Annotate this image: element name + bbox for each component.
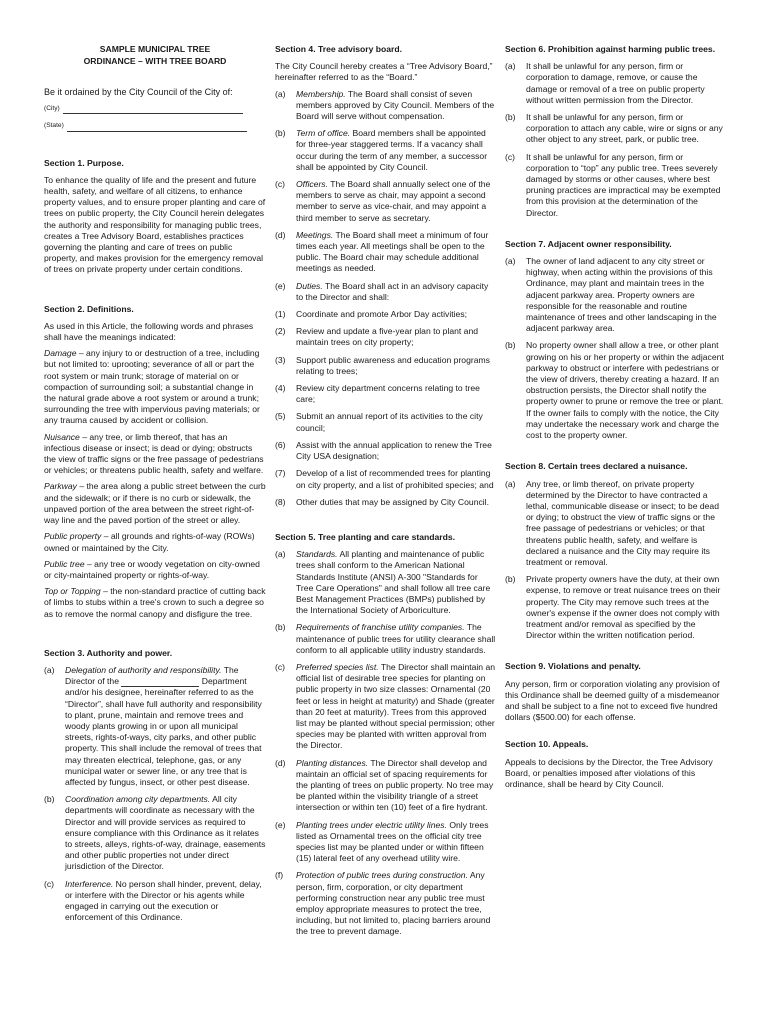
item-text <box>296 230 497 275</box>
item-text <box>296 128 497 173</box>
duty-item <box>275 497 497 508</box>
item-text <box>296 820 497 865</box>
item-body: All city departments will coordinate as necessary with the Director and will provide services as required to ensure compliance with this Ordinance as it relates to streets, alleys, rights-of-way, drainage, easements and other public properties not under direct jurisdiction of the Director. <box>65 794 266 872</box>
item-text <box>296 89 497 123</box>
duty-label: (3) <box>275 354 286 365</box>
item-title: Duties. <box>296 280 323 291</box>
section-8-heading: Section 8. Certain trees declared a nuisance. <box>505 461 688 472</box>
section-1-heading: Section 1. Purpose. <box>44 157 124 168</box>
item-body: The Board shall consist of seven members approved by City Council. Members of the Board will serve without compensation. <box>296 88 495 122</box>
title-line-1: SAMPLE MUNICIPAL TREE <box>99 44 211 54</box>
section-8 <box>505 461 727 641</box>
section-7-heading: Section 7. Adjacent owner responsibility. <box>505 238 672 249</box>
item-text <box>296 870 497 937</box>
section-3-item-a <box>44 665 266 788</box>
section-6 <box>505 44 727 219</box>
duty-text: Coordinate and promote Arbor Day activities; <box>296 309 468 320</box>
duty-item <box>275 440 497 462</box>
section-4-heading: Section 4. Tree advisory board. <box>275 44 403 54</box>
section-4-item-c <box>275 179 497 224</box>
section-5-item-b <box>275 622 497 656</box>
section-1-body: To enhance the quality of life and the present and future health, safety, and welfare of all citizens, to enhance property values, and to ensure proper planting and care of trees on public property, the City Council herein delegates the authority and responsibility for managing public trees, creates a Tree Advisory Board, establishes practices governing the planting and care of trees on public property, and makes provision for the emergency removal of trees on private property under certain conditions. <box>44 174 266 275</box>
section-3-heading: Section 3. Authority and power. <box>44 647 173 658</box>
item-label: (b) <box>505 112 516 123</box>
item-title: Officers. <box>296 179 328 190</box>
section-7-item-b <box>505 340 727 441</box>
item-body: The maintenance of public trees for utility clearance shall conform to all applicable utility industry standards. <box>296 622 496 655</box>
definition-text: – all grounds and rights-of-way (ROWs) owned or maintained by the City. <box>44 531 255 553</box>
section-10 <box>505 739 727 790</box>
section-4-item-d <box>275 230 497 275</box>
section-10-heading: Section 10. Appeals. <box>505 739 589 750</box>
item-label: (b) <box>275 128 286 139</box>
definition-term: Parkway <box>44 481 77 492</box>
duty-text: Other duties that may be assigned by City Council. <box>296 496 489 507</box>
section-7-item-a <box>505 256 727 334</box>
section-6-item-b <box>505 112 727 146</box>
duty-label: (6) <box>275 439 286 450</box>
duty-text: Develop of a list of recommended trees for planting on city property, and a list of prohibited species; and <box>296 468 494 490</box>
section-2-heading: Section 2. Definitions. <box>44 303 134 314</box>
item-text: It shall be unlawful for any person, firm or corporation to damage, remove, or cause the damage or removal of a tree on public property without written permission from the Director. <box>526 61 705 105</box>
section-5-heading: Section 5. Tree planting and care standards. <box>275 531 456 542</box>
section-4-item-a <box>275 89 497 123</box>
item-text: It shall be unlawful for any person, firm or corporation to “top” any public tree. Trees severely damaged by storms or other causes, where best pruning practices are impractical may be exempted from this provision at the determination of the Director. <box>526 151 721 218</box>
section-3-item-b <box>44 794 266 872</box>
item-body: The Board shall annually select one of the members to serve as chair, may appoint a second member to serve as vice-chair, and may appoint a third member to serve as secretary. <box>296 179 491 223</box>
item-label: (d) <box>275 229 286 240</box>
item-label: (c) <box>505 151 516 162</box>
item-label: (d) <box>275 757 286 768</box>
item-body: No person shall hinder, prevent, delay, or interfere with the Director or his agents while engaged in carrying out the execution or enforcement of this Ordinance. <box>65 878 262 923</box>
definition-parkway <box>44 481 266 526</box>
item-body: Only trees listed as Ornamental trees on the official city tree species list may be planted under or within fifteen (15) lateral feet of any overhead utility wire. <box>296 819 489 864</box>
state-line <box>44 120 266 131</box>
definition-text: – any tree, or limb thereof, that has an infectious disease or insect; is dead or dying; obstructs the view of traffic signs or the free passage of pedestrians or vehicles; or threatens public health, safety and welfare. <box>44 431 264 476</box>
item-text: It shall be unlawful for any person, firm or corporation to attach any cable, wire or signs or any other object to any street, park, or public tree. <box>526 112 723 145</box>
duty-text: Assist with the annual application to renew the Tree City USA designation; <box>296 439 492 462</box>
definition-text: – any injury to or destruction of a tree, including but not limited to: uprooting; severance of all or part the root system or main trunk; storage of material on or compaction of surrounding soil; a substantial change in the natural grade above a root system or around a trunk; surrounding the tree with impervious paving materials; or any trauma caused by accident or collision. <box>44 348 260 426</box>
section-8-item-b <box>505 574 727 641</box>
definition-text: – the area along a public street between the curb and the sidewalk; or if there is no curb or sidewalk, the unpaved portion of the area between the street right-of-way line and the paved portion of the street or alley. <box>44 481 266 526</box>
item-text <box>296 281 497 303</box>
item-label: (f) <box>275 870 284 881</box>
item-text: The owner of land adjacent to any city street or highway, when acting within the provisions of this Ordinance, may plant and maintain trees in the adjacent parkway area. Property owners are responsible for the reasonable and routine maintenance of trees and other landscaping in the adjacent parkway area. <box>526 256 717 334</box>
item-label: (a) <box>275 549 286 560</box>
item-text <box>296 179 497 224</box>
section-3 <box>44 648 266 924</box>
section-5 <box>275 532 497 938</box>
item-label: (b) <box>505 574 516 585</box>
item-title: Interference. <box>65 878 114 889</box>
section-9-body: Any person, firm or corporation violating any provision of this Ordinance shall be deemed guilty of a misdemeanor and shall be subject to a fine not to exceed five hundred dollars ($500.00) for each offense. <box>505 678 720 723</box>
section-4-item-b <box>275 128 497 173</box>
item-title: Preferred species list. <box>296 661 379 672</box>
section-4-item-e <box>275 281 497 303</box>
item-body: The Board shall meet a minimum of four times each year. All meetings shall be open to the public. The Board chair may schedule additional meetings as needed. <box>296 229 489 274</box>
item-text <box>296 758 497 814</box>
item-label: (b) <box>505 340 516 351</box>
definition-term: Public tree <box>44 558 85 569</box>
definition-public-property <box>44 531 266 553</box>
section-5-item-a <box>275 549 497 616</box>
item-text <box>296 622 497 656</box>
city-blank <box>63 106 243 114</box>
duty-label: (1) <box>275 309 286 320</box>
item-label: (c) <box>275 661 286 672</box>
section-5-item-c <box>275 662 497 752</box>
definition-text: – any tree or woody vegetation on city-owned or city-maintained property or rights-of-way. <box>44 558 260 580</box>
section-6-item-c <box>505 152 727 219</box>
item-body: The Director shall develop and maintain an official set of spacing requirements for the planting of trees on public property. No tree may be planted within the visibility triangle of a street intersection or within ten (10) feet of a fire hydrant. <box>296 757 494 813</box>
definition-damage <box>44 348 266 426</box>
item-title: Term of office. <box>296 128 351 139</box>
item-body: Any person, firm, corporation, or city department performing construction near any public tree must employ appropriate measures to protect the tree, including, but not limited to, placing barriers around the tree to prevent damage. <box>296 870 491 937</box>
definition-term: Damage <box>44 348 77 359</box>
column-right <box>505 44 727 810</box>
section-7 <box>505 239 727 441</box>
section-3-item-c <box>44 879 266 924</box>
duty-item <box>275 383 497 405</box>
state-label: (State) <box>44 122 64 130</box>
item-body: The Board shall act in an advisory capacity to the Director and shall: <box>296 280 489 302</box>
item-title: Planting distances. <box>296 757 369 768</box>
section-1 <box>44 158 266 276</box>
section-9-heading: Section 9. Violations and penalty. <box>505 661 641 672</box>
item-label: (a) <box>505 256 516 267</box>
column-middle <box>275 44 497 958</box>
item-body: All planting and maintenance of public trees shall conform to the American National Standards Institute (ANSI) A-300 "Standards for Tree Care Operations" and shall follow all tree care Best Management Practices (BMPs) published by the International Society of Arboriculture. <box>296 549 491 616</box>
item-text <box>65 794 266 872</box>
item-title: Planting trees under electric utility lines. <box>296 819 447 830</box>
duty-text: Support public awareness and education programs relating to trees; <box>296 354 490 376</box>
be-it-ordained: Be it ordained by the City Council of the City of: <box>44 87 233 97</box>
definition-nuisance <box>44 432 266 477</box>
item-text: No property owner shall allow a tree, or other plant growing on his or her property or within the adjacent parkway to obstruct or interfere with pedestrians or the view of drivers, thereby creating a hazard. If an obstruction persists, the Director shall notify the property owner to prune or remove the tree or plant. If the owner fails to comply with the notice, the City may undertake the necessary work and charge the cost to the property owner. <box>526 340 724 441</box>
item-post: Department and/or his designee, hereinafter referred to as the “Director”, shall have full authority and responsibility to plant, prune, maintain and remove trees and woody plants growing in or upon all municipal streets, rights-of-ways, city parks, and other public property. This shall include the removal of trees that may threaten electrical, telephone, gas, or any municipal water or sewer line, or any tree that is affected by fungus, insect, or other pest disease. <box>65 676 262 787</box>
section-6-item-a <box>505 61 727 106</box>
item-title: Meetings. <box>296 229 334 240</box>
item-label: (b) <box>275 622 286 633</box>
duty-item <box>275 411 497 433</box>
section-5-item-d <box>275 758 497 814</box>
column-left <box>44 44 266 943</box>
department-blank <box>121 678 199 687</box>
city-label: (City) <box>44 105 60 113</box>
duty-label: (4) <box>275 383 286 394</box>
item-title: Delegation of authority and responsibility. <box>65 664 222 675</box>
item-text <box>296 662 497 752</box>
item-label: (a) <box>505 61 516 72</box>
item-label: (b) <box>44 794 55 805</box>
duty-label: (7) <box>275 468 286 479</box>
document-title <box>44 44 266 67</box>
item-label: (e) <box>275 819 286 830</box>
item-title: Membership. <box>296 88 346 99</box>
item-text: Any tree, or limb thereof, on private property determined by the Director to have contracted a lethal, communicable disease or insect; to be dead or dying; to obstruct the view of traffic signs or the free passage of pedestrians or vehicles; or that threatens public health, safety, and welfare is declared a nuisance and the City may require its treatment or removal. <box>526 478 719 567</box>
section-10-body: Appeals to decisions by the Director, the Tree Advisory Board, or penalties imposed after violations of this ordinance, shall be heard by City Council. <box>505 756 713 789</box>
item-text: Private property owners have the duty, at their own expense, to remove or treat nuisance trees on their property. The City may remove such trees at the owner's expense if the owner does not comply with treatment and/or removal as specified by the Director within the written notification period. <box>526 574 721 641</box>
item-title: Coordination among city departments. <box>65 794 211 805</box>
section-4 <box>275 44 497 508</box>
section-2-intro: As used in this Article, the following words and phrases shall have the meanings indicated: <box>44 320 254 343</box>
duty-text: Review city department concerns relating to tree care; <box>296 383 480 405</box>
section-2 <box>44 304 266 620</box>
title-line-2: ORDINANCE – WITH TREE BOARD <box>83 55 227 66</box>
section-5-item-e <box>275 820 497 865</box>
item-label: (a) <box>275 88 286 99</box>
item-label: (e) <box>275 280 286 291</box>
duty-item <box>275 468 497 490</box>
item-pre: The Director of the <box>65 664 239 687</box>
item-label: (c) <box>44 878 55 889</box>
duty-item <box>275 355 497 377</box>
item-body: The Director shall maintain an official list of desirable tree species for planting on public property in two size classes: Ornamental (20 feet or less in height at maturity) and Shade (greater than 20 feet at maturity). Trees from this approved list may be planted without special permission; other species may be planted with written approval from the Director. <box>296 661 496 751</box>
definition-text: – the non-standard practice of cutting back of limbs to stubs within a tree's crown to such a degree so as to remove the normal canopy and disfigure the tree. <box>44 586 266 619</box>
duty-item <box>275 309 497 320</box>
item-title: Requirements of franchise utility companies. <box>296 622 465 633</box>
item-body: Board members shall be appointed for three-year staggered terms. If a vacancy shall occur during the term of any member, a successor shall be appointed by City Council. <box>296 128 488 172</box>
item-label: (a) <box>44 664 55 675</box>
duty-item <box>275 326 497 348</box>
section-8-item-a <box>505 479 727 569</box>
definition-term: Top or Topping <box>44 586 101 597</box>
definition-public-tree <box>44 559 266 581</box>
duty-label: (8) <box>275 496 286 507</box>
duty-text: Submit an annual report of its activities to the city council; <box>296 411 483 433</box>
section-6-heading: Section 6. Prohibition against harming public trees. <box>505 44 716 54</box>
section-9 <box>505 661 727 723</box>
item-title: Protection of public trees during construction. <box>296 870 468 881</box>
duty-text: Review and update a five-year plan to plant and maintain trees on city property; <box>296 326 479 348</box>
item-text <box>296 549 497 616</box>
item-text <box>65 879 266 924</box>
duty-label: (5) <box>275 411 286 422</box>
definition-topping <box>44 586 266 620</box>
section-4-intro: The City Council hereby creates a “Tree Advisory Board,” hereinafter referred to as the “Board.” <box>275 61 493 83</box>
state-blank <box>67 124 247 132</box>
city-line <box>44 103 266 114</box>
definition-term: Public property <box>44 531 102 542</box>
item-text <box>65 665 266 788</box>
item-label: (c) <box>275 179 286 190</box>
definition-term: Nuisance <box>44 431 80 442</box>
section-5-item-f <box>275 870 497 937</box>
item-label: (a) <box>505 478 516 489</box>
item-title: Standards. <box>296 549 338 560</box>
duty-label: (2) <box>275 326 286 337</box>
